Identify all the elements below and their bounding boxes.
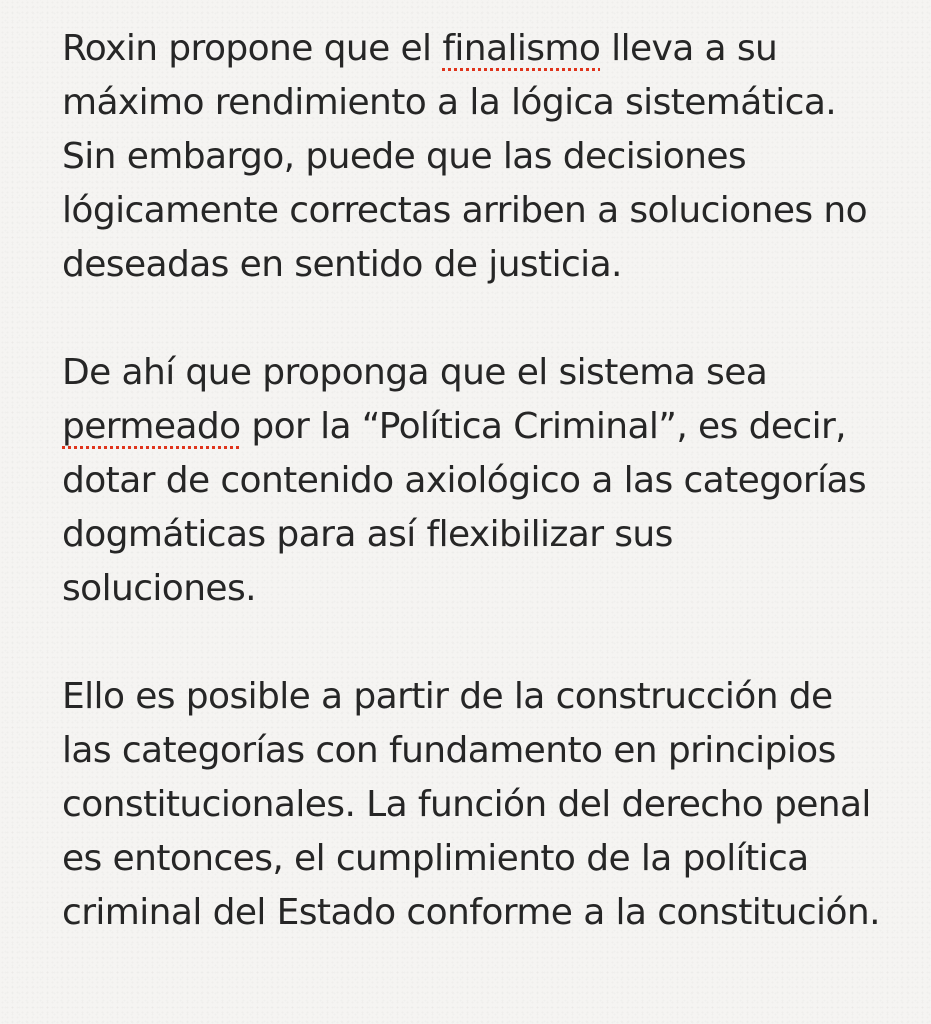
text-segment: Ello es posible a partir de la construcción de las categorías con fundamento en principios constitucionales. La función del derecho penal es entonces, el cumplimiento de la política criminal del Estado conforme a la constitución.	[62, 676, 880, 933]
misspelled-word[interactable]: finalismo	[442, 28, 601, 69]
text-segment: lleva a su máximo rendimiento a la lógica sistemática. Sin embargo, puede que las decisiones lógicamente correctas arriben a soluciones no deseadas en sentido de justicia.	[62, 28, 868, 285]
paragraph	[62, 670, 912, 940]
misspelled-word[interactable]: permeado	[62, 406, 241, 447]
paragraph	[62, 22, 912, 292]
note-body[interactable]	[62, 22, 912, 940]
text-segment: De ahí que proponga que el sistema sea	[62, 352, 768, 393]
paragraph	[62, 346, 912, 616]
text-segment: por la “Política Criminal”, es decir, dotar de contenido axiológico a las categorías dogmáticas para así flexibilizar sus soluciones.	[62, 406, 867, 609]
text-segment: Roxin propone que el	[62, 28, 443, 69]
